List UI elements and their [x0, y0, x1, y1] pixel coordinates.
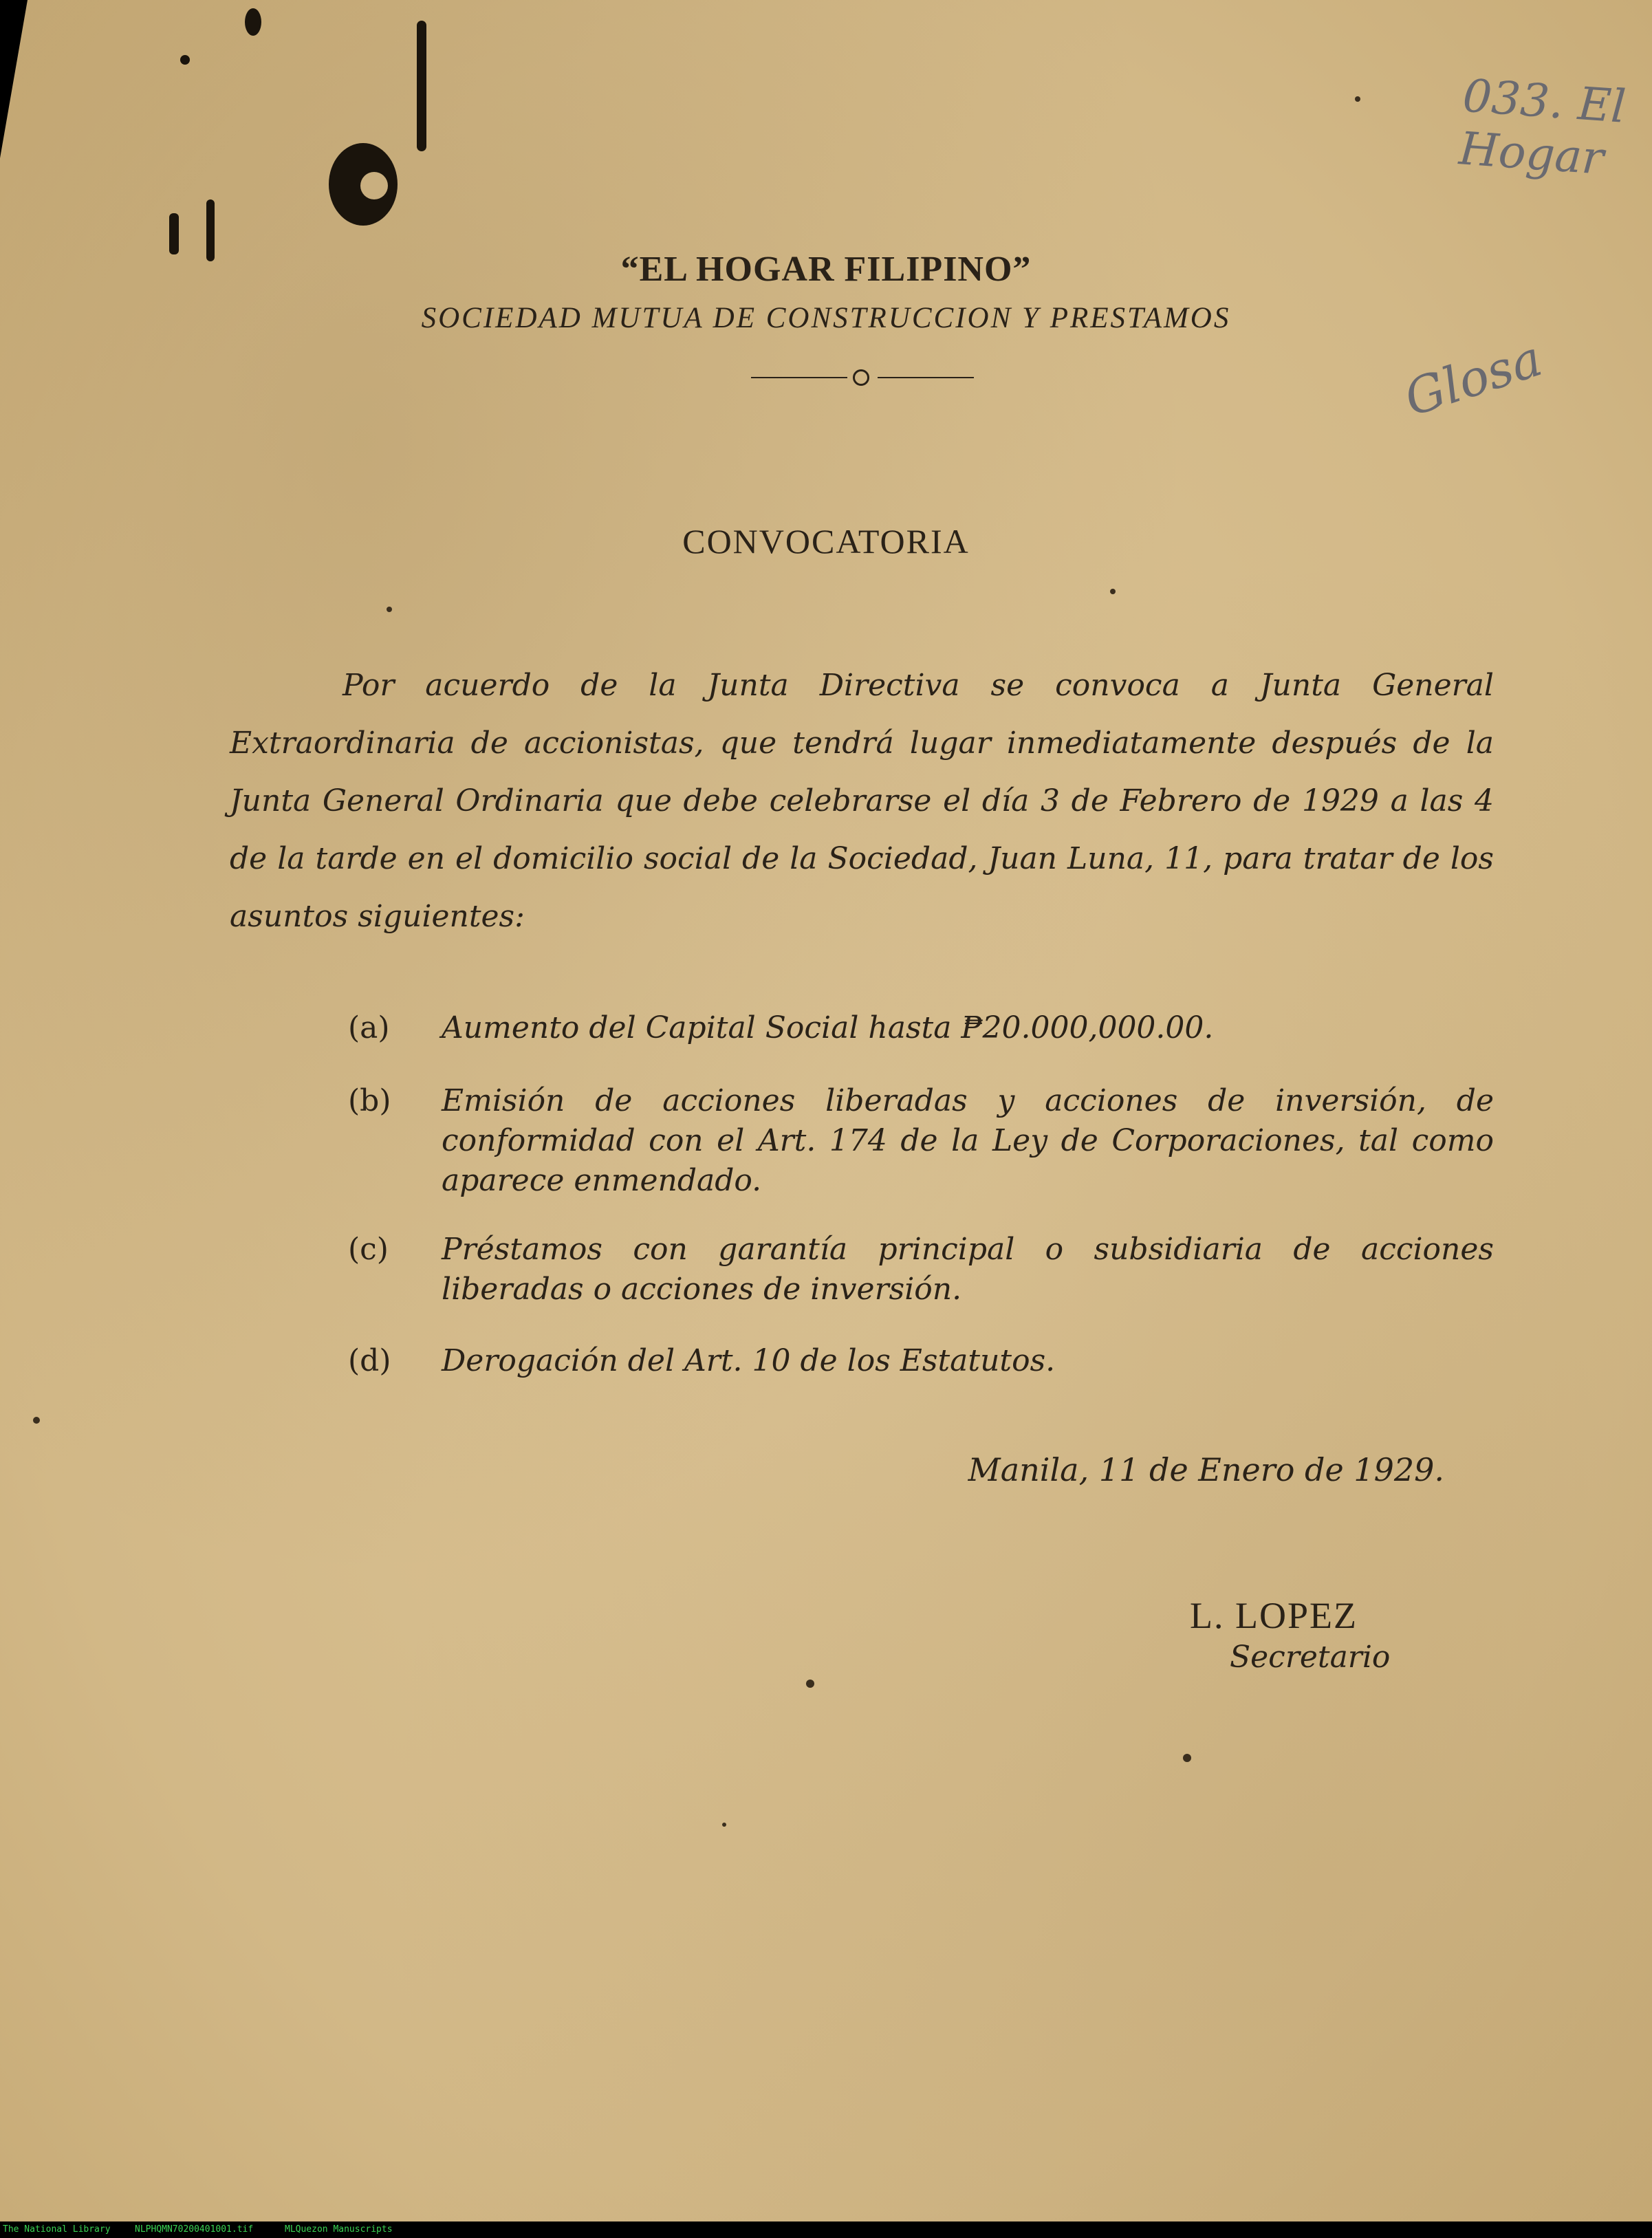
- document-date: Manila, 11 de Enero de 1929.: [968, 1451, 1444, 1488]
- signatory-role: Secretario: [1230, 1640, 1391, 1675]
- scan-footer: [0, 2221, 1652, 2238]
- ink-stain: [245, 8, 261, 36]
- ink-stain: [417, 21, 426, 151]
- item-marker: (b): [348, 1083, 391, 1118]
- footer-collection: MLQuezon Manuscripts: [285, 2224, 393, 2235]
- item-marker: (c): [348, 1232, 389, 1267]
- ink-stain: [169, 213, 179, 254]
- document-title: “EL HOGAR FILIPINO”: [620, 250, 1032, 289]
- paper-speck: [33, 1417, 40, 1424]
- footer-file: NLPHQMN70200401001.tif: [135, 2224, 254, 2235]
- paper-speck: [1355, 96, 1360, 102]
- ink-stain: [360, 172, 388, 199]
- paper-speck: [1183, 1754, 1191, 1762]
- torn-corner: [0, 0, 28, 158]
- paper-speck: [722, 1823, 726, 1827]
- list-item: [348, 1230, 1494, 1310]
- footer-library: The National Library: [3, 2224, 111, 2235]
- item-marker: (d): [348, 1343, 391, 1378]
- item-text: Derogación del Art. 10 de los Estatutos.: [442, 1343, 1056, 1378]
- body-paragraph: Por acuerdo de la Junta Directiva se convoca a Junta General Extraordinaria de accionistas, que tendrá lugar inmediatamente después de la Junta General Ordinaria que debe celebrarse el día 3 de Febrero de 1929 a las 4 de la tarde en el domicilio social de la Sociedad, Juan Luna, 11, para tratar de los asuntos siguientes:: [230, 668, 1494, 934]
- list-item: [348, 1081, 1494, 1201]
- item-text: Aumento del Capital Social hasta ₱20.000,000.00.: [442, 1010, 1214, 1045]
- signatory-name: L. LOPEZ: [1190, 1595, 1358, 1636]
- item-text: Emisión de acciones liberadas y acciones de inversión, de conformidad con el Art. 174 de la Ley de Corporaciones, tal como aparece enmendado.: [442, 1083, 1494, 1198]
- item-marker: (a): [348, 1010, 390, 1045]
- paper-speck: [806, 1680, 814, 1688]
- convocatoria-heading: CONVOCATORIA: [682, 522, 970, 561]
- ink-stain: [180, 55, 190, 65]
- list-item: [348, 1341, 1494, 1381]
- list-item: [348, 1008, 1494, 1048]
- paper-speck: [1110, 589, 1116, 594]
- margin-note: 033. El Hogar: [1457, 69, 1628, 185]
- margin-scribble: Glosa: [1398, 329, 1549, 428]
- item-text: Préstamos con garantía principal o subsidiaria de acciones liberadas o acciones de inversión.: [442, 1232, 1494, 1307]
- paper-speck: [387, 607, 392, 612]
- document-subtitle: SOCIEDAD MUTUA DE CONSTRUCCION Y PRESTAMOS: [421, 302, 1231, 334]
- ornament-divider: [751, 368, 974, 387]
